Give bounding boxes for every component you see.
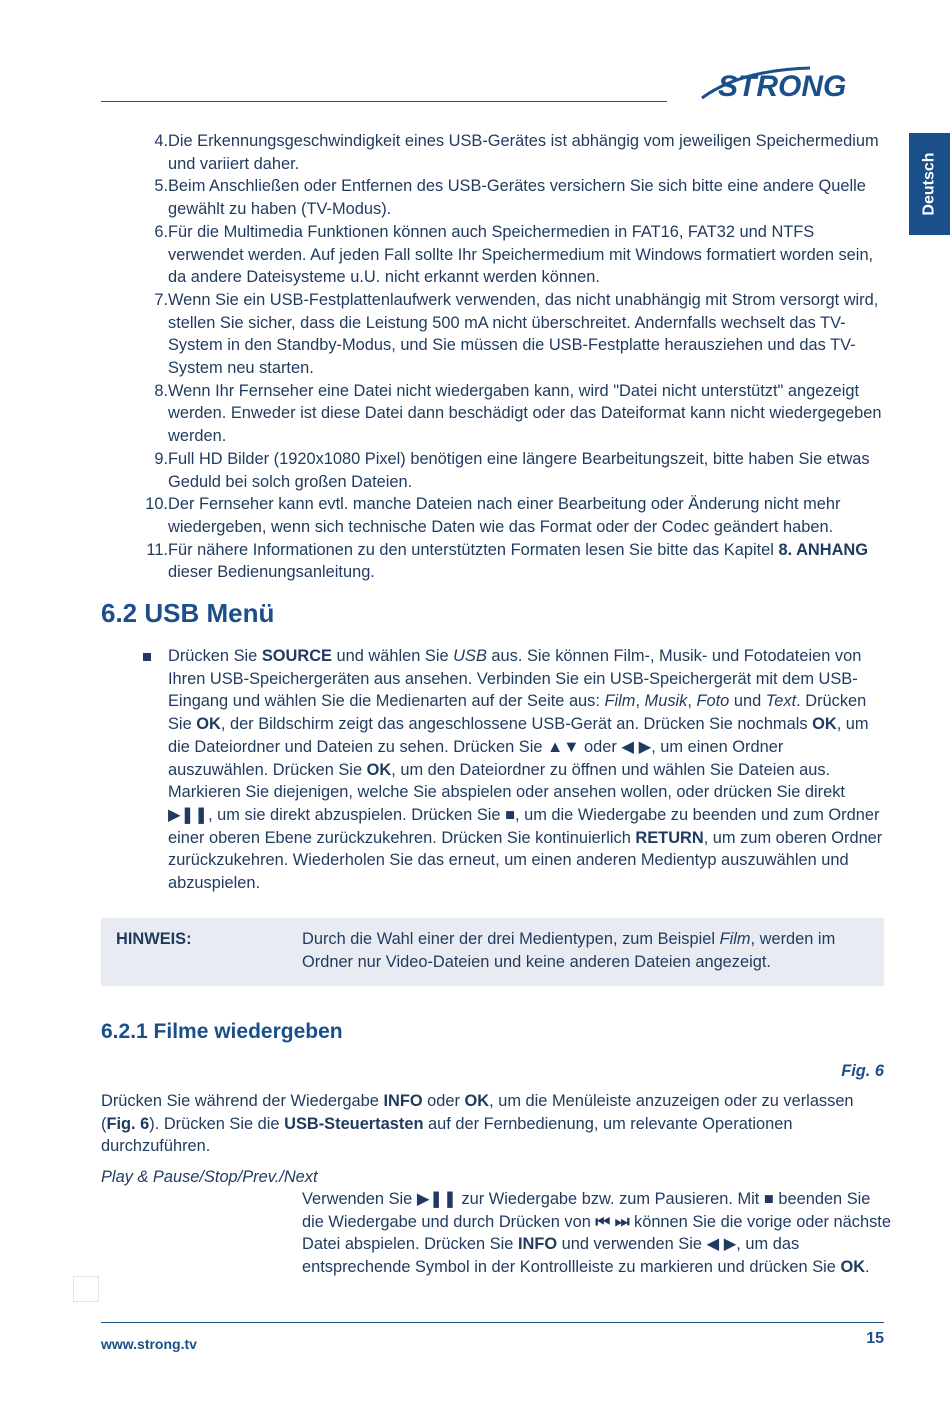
- notes-list: [140, 130, 900, 584]
- figure-reference: Fig. 6: [841, 1062, 884, 1080]
- list-item: 11. Für nähere Informationen zu den unterstützten Formaten lesen Sie bitte das Kapitel 8. ANHANG dieser Bedienungsanleitung.: [146, 540, 869, 582]
- list-item: 6. Für die Multimedia Funktionen können auch Speichermedien in FAT16, FAT32 und NTFS verwendet werden. Auf jeden Fall sollte Ihr Speichermedium mit Windows formatiert worden sein, da andere Dateisysteme u.U. nicht erkannt werden können.: [154, 222, 874, 287]
- strong-logo: [700, 62, 886, 102]
- play-pause-icon: ▶❚❚: [168, 805, 209, 824]
- prev-next-icon: ⏮ ⏭: [595, 1212, 630, 1231]
- section-title: 6.2 USB Menü: [101, 598, 275, 628]
- bullet-square-icon: [143, 653, 151, 661]
- brand-text: STRONG: [718, 70, 847, 102]
- footer-rule: [101, 1322, 884, 1323]
- list-item: 7. Wenn Sie ein USB-Festplattenlaufwerk verwenden, das nicht unabhängig mit Strom versorgt wird, stellen Sie sicher, dass die Leistung 500 mA nicht überschreitet. Andernfalls wechselt das TV-System in den Standby-Modus, und Sie müssen die USB-Festplatte herausziehen und das TV-System neu starten.: [154, 290, 879, 378]
- play-pause-label: Play & Pause/Stop/Prev./Next: [101, 1168, 318, 1186]
- play-pause-text: Verwenden Sie ▶❚❚ zur Wiedergabe bzw. zum Pausieren. Mit ■ beenden Sie die Wiedergabe und durch Drücken von ⏮ ⏭ können Sie die vorige oder nächste Datei abspielen. Drücken Sie INFO und verwenden Sie ◀ ▶, um das entsprechende Symbol in der Kontrollleiste zu markieren und drücken Sie OK.: [302, 1190, 891, 1277]
- page-number: 15: [866, 1330, 884, 1347]
- stop-icon: ■: [505, 805, 515, 824]
- footer-url[interactable]: www.strong.tv: [101, 1336, 197, 1352]
- header-rule: [101, 101, 667, 102]
- note-label: HINWEIS:: [116, 930, 192, 948]
- corner-box: [73, 1276, 99, 1302]
- list-item: 4. Die Erkennungsgeschwindigkeit eines USB-Gerätes ist abhängig vom jeweiligen Speichermedium und variiert daher.: [154, 132, 879, 173]
- list-item: 8. Wenn Ihr Fernseher eine Datei nicht wiedergaben kann, wird "Datei nicht unterstützt" angezeigt werden. Enweder ist diese Datei dann beschädigt oder das Dateiformat kann nicht wiedergegeben werden.: [154, 381, 882, 446]
- left-right-arrows-icon: ◀ ▶: [621, 737, 652, 756]
- up-down-arrows-icon: ▲▼: [547, 737, 580, 756]
- language-tab-label: Deutsch: [920, 152, 938, 216]
- note-text: Durch die Wahl einer der drei Medientypen, zum Beispiel Film, werden im Ordner nur Video-Dateien und keine anderen Dateien angezeigt.: [302, 930, 836, 971]
- playback-paragraph: Drücken Sie während der Wiedergabe INFO oder OK, um die Menüleiste anzuzeigen oder zu verlassen (Fig. 6). Drücken Sie die USB-Steuertasten auf der Fernbedienung, um relevante Operationen durchzuführen.: [101, 1092, 854, 1156]
- list-item: 10. Der Fernseher kann evtl. manche Dateien nach einer Bearbeitung oder Änderung nicht mehr wiedergeben, wenn sich technische Daten wie das Format oder der Codec geändert haben.: [145, 495, 841, 536]
- left-right-arrows-icon: ◀ ▶: [706, 1235, 737, 1254]
- play-pause-icon: ▶❚❚: [416, 1190, 457, 1208]
- stop-icon: ■: [763, 1190, 774, 1208]
- list-item: 9. Full HD Bilder (1920x1080 Pixel) benötigen eine längere Bearbeitungszeit, bitte haben Sie etwas Geduld bei solch großen Dateien.: [154, 449, 870, 491]
- list-item: 5. Beim Anschließen oder Entfernen des USB-Gerätes versichern Sie sich bitte eine andere Quelle gewählt zu haben (TV-Modus).: [154, 177, 866, 219]
- note-box: [101, 918, 884, 986]
- language-tab: [909, 133, 950, 235]
- bullet-text: Drücken Sie SOURCE und wählen Sie USB aus. Sie können Film-, Musik- und Fotodateien von Ihren USB-Speichergeräten aus ansehen. Verbinden Sie ein USB-Speichergerät mit dem USB-Eingang und wählen Sie die Medienarten auf der Seite aus: Film, Musik, Foto und Text. Drücken Sie OK, der Bildschirm zeigt das angeschlossene USB-Gerät an. Drücken Sie nochmals OK, um die Dateiordner und Dateien zu sehen. Drücken Sie ▲▼ oder ◀ ▶, um einen Ordner auszuwählen. Drücken Sie OK, um den Dateiordner zu öffnen und wählen Sie Dateien aus. Markieren Sie diejenigen, welche Sie abspielen oder ansehen wollen, oder drücken Sie direkt ▶❚❚, um sie direkt abzuspielen. Drücken Sie ■, um die Wiedergabe zu beenden und zum Ordner einer oberen Ebene zurückzukehren. Drücken Sie kontinuierlich RETURN, um zum oberen Ordner zurückzukehren. Wiederholen Sie das erneut, um einen anderen Medientyp auszuwählen und abzuspielen.: [168, 647, 883, 893]
- usb-menu-bullet: [143, 645, 883, 895]
- subsection-title: 6.2.1 Filme wiedergeben: [101, 1020, 343, 1043]
